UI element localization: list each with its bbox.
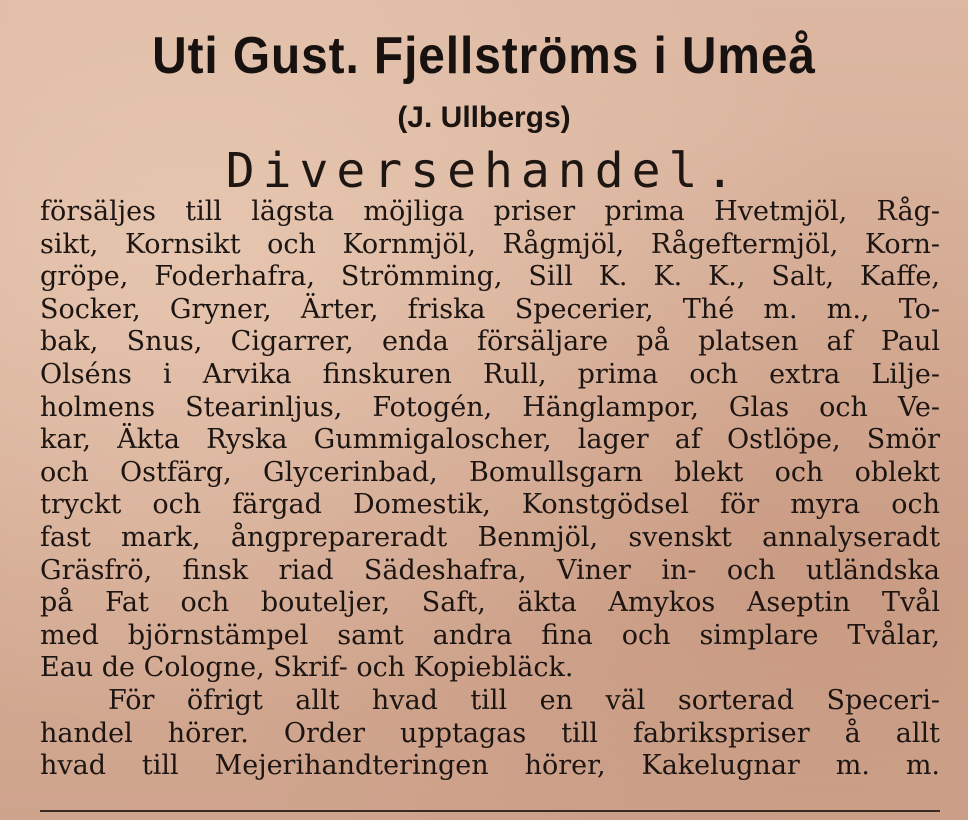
body-line: Socker, Gryner, Ärter, friska Specerier, Thé m. m., To- — [40, 293, 940, 325]
body-line: hvad till Mejerihandteringen hörer, Kakelugnar m. m. — [40, 750, 940, 782]
body-line: Gräsfrö, finsk riad Sädeshafra, Viner in- och utländska — [40, 554, 940, 586]
trade-title: Diversehandel. — [225, 143, 743, 199]
body-line: Olséns i Arvika finskuren Rull, prima och extra Lilje- — [40, 358, 940, 390]
headline: Uti Gust. Fjellströms i Umeå — [152, 27, 816, 85]
body-line: holmens Stearinljus, Fotogén, Hänglampor, Glas och Ve- — [40, 391, 940, 423]
body-line: Eau de Cologne, Skrif- och Kopiebläck. — [40, 652, 574, 684]
subheading-name: (J. Ullbergs) — [397, 101, 571, 134]
body-line: och Ostfärg, Glycerinbad, Bomullsgarn blekt och oblekt — [40, 456, 940, 488]
body-line: För öfrigt allt hvad till en väl sorterad Speceri- — [108, 684, 940, 716]
body-line: försäljes till lägsta möjliga priser prima Hvetmjöl, Råg- — [40, 196, 940, 227]
body-line: fast mark, ångprepareradt Benmjöl, svenskt annalyseradt — [40, 521, 940, 553]
body-line: bak, Snus, Cigarrer, enda försäljare på platsen af Paul — [40, 326, 940, 358]
bottom-rule — [40, 810, 940, 812]
body-line: på Fat och bouteljer, Saft, äkta Amykos Aseptin Tvål — [40, 587, 940, 619]
body-line: sikt, Kornsikt och Kornmjöl, Rågmjöl, Rågeftermjöl, Korn- — [40, 228, 940, 260]
advertisement-body — [40, 196, 940, 783]
body-line: handel hörer. Order upptagas till fabrikspriser å allt — [40, 717, 940, 749]
body-line: kar, Äkta Ryska Gummigaloscher, lager af Ostlöpe, Smör — [40, 424, 940, 456]
body-line: gröpe, Foderhafra, Strömming, Sill K. K. K., Salt, Kaffe, — [40, 261, 940, 293]
body-line: med björnstämpel samt andra fina och simplare Tvålar, — [40, 619, 940, 651]
body-line: tryckt och färgad Domestik, Konstgödsel för myra och — [40, 489, 940, 521]
